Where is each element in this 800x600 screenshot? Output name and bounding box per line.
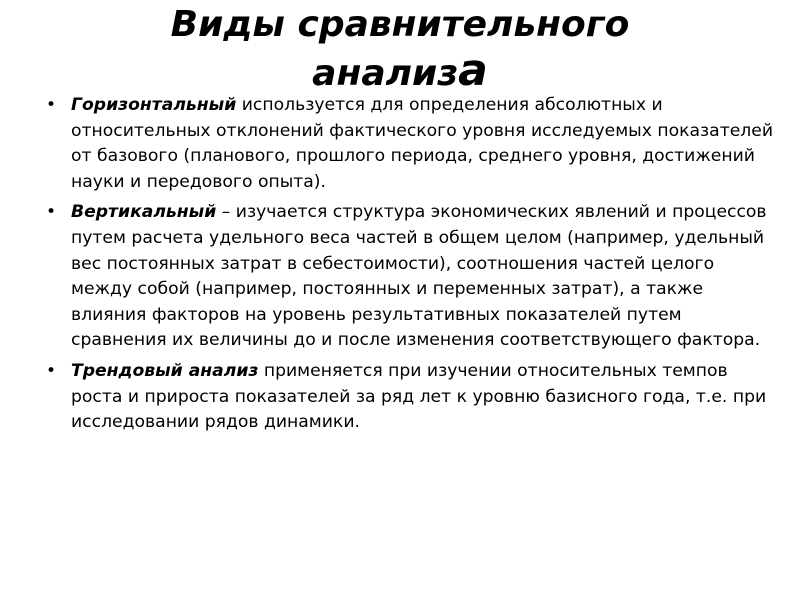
bullet-term: Трендовый анализ (71, 360, 259, 381)
bullet-vertical (44, 200, 779, 354)
title-word: анализ (312, 53, 459, 94)
bullet-text: – изучается структура экономических явлений и процессов путем расчета удельного веса частей в общем целом (например, удельный вес постоянных затрат в себестоимости), соотношения частей целого между собой (например, постоянных и переменных затрат), а также влияния факторов на уровень результативных показателей путем сравнения их величины до и после изменения соответствующего фактора. (71, 202, 767, 351)
title-line-2 (0, 45, 800, 97)
bullet-text: используется для определения абсолютных и относительных отклонений фактического уровня исследуемых показателей от базового (планового, прошлого периода, среднего уровня, достижений науки и передового опыта). (71, 95, 774, 192)
title-line-1: Виды сравнительного (170, 4, 630, 45)
slide-title (0, 2, 800, 97)
bullet-trend (44, 359, 779, 436)
bullet-dot-icon: • (46, 360, 57, 381)
bullet-term: Вертикальный (71, 202, 217, 223)
title-last-letter: а (458, 45, 488, 96)
bullet-horizontal (44, 93, 779, 195)
bullet-term: Горизонтальный (71, 95, 237, 115)
bullet-text: применяется при изучении относительных темпов роста и прироста показателей за ряд лет к уровню базисного года, т.е. при исследовании рядов динамики. (71, 360, 767, 433)
bullet-list (44, 93, 779, 441)
bullet-dot-icon: • (46, 202, 57, 223)
bullet-dot-icon: • (46, 95, 57, 115)
